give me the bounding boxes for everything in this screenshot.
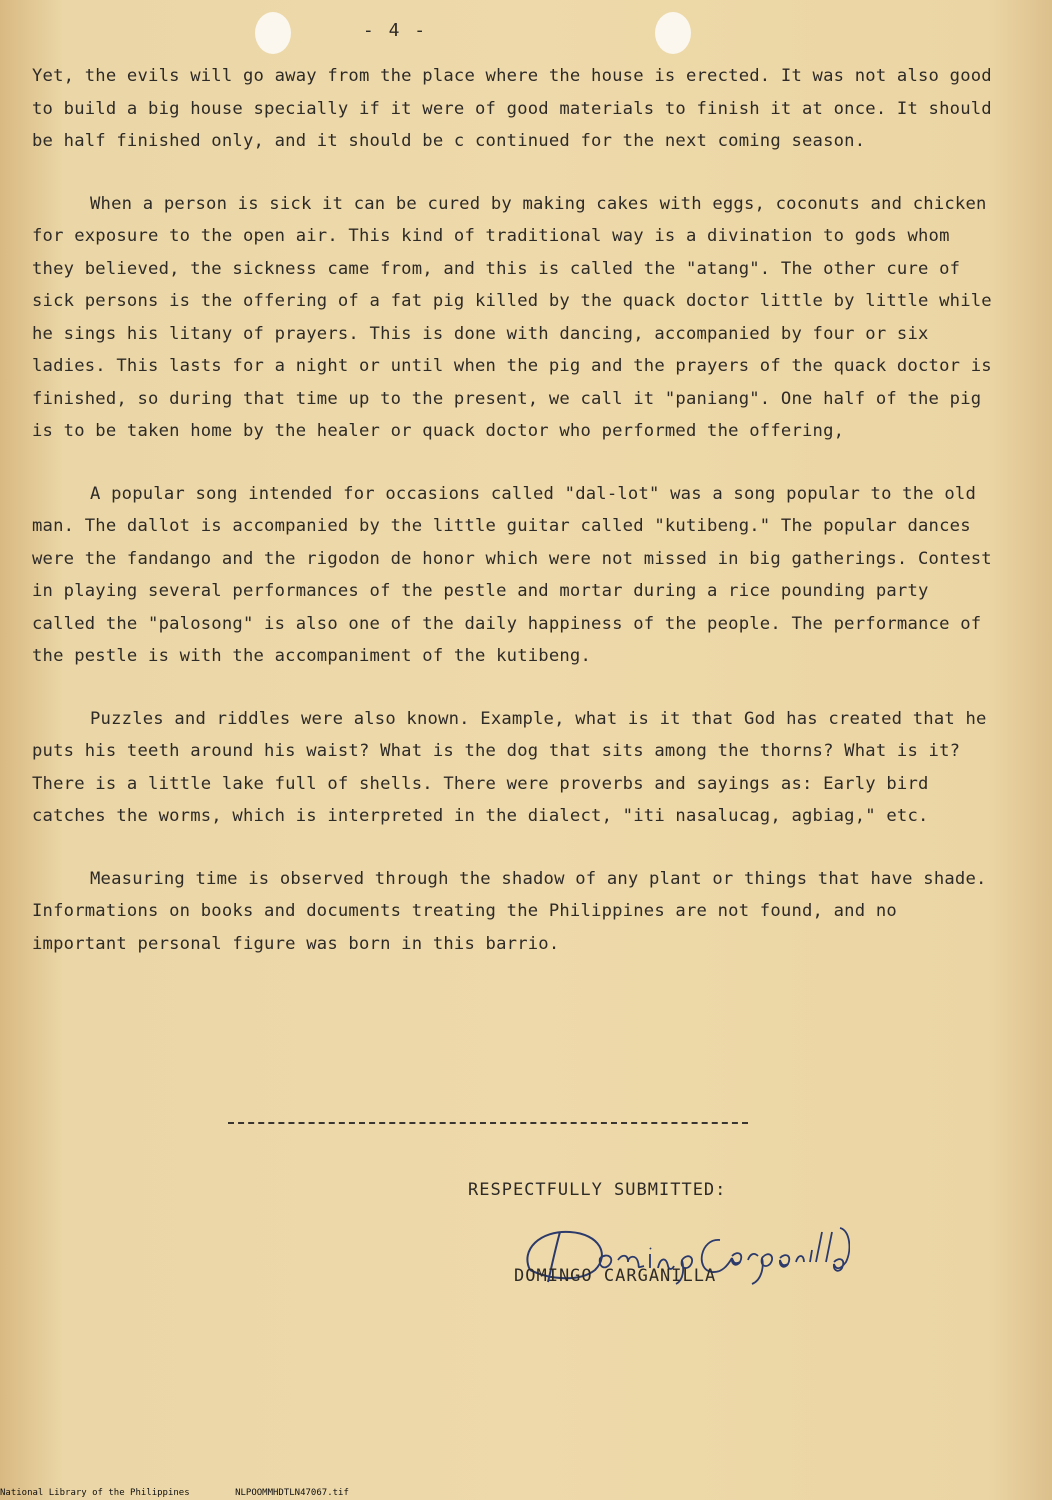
paragraph-1: Yet, the evils will go away from the place where the house is erected. It was not also good to build a big house specially if it were of good materials to finish it at once. It should be half finished only, and it should be c continued for the next coming season. — [32, 66, 992, 151]
dashed-separator — [228, 1122, 748, 1124]
paragraph-2: When a person is sick it can be cured by making cakes with eggs, coconuts and chicken for exposure to the open air. This kind of traditional way is a divination to gods whom they believed, the sickness came from, and this is called the "atang". The other cure of sick persons is the offering of a fat pig killed by the quack doctor little by little while he sings his litany of prayers. This is done with dancing, accompanied by four or six ladies. This lasts for a night or until when the pig and the prayers of the quack doctor is finished, so during that time up to the present, we call it "paniang". One half of the pig is to be taken home by the healer or quack doctor who performed the offering, — [32, 193, 992, 441]
page-number: - 4 - — [362, 20, 428, 41]
punch-hole-right — [655, 12, 691, 54]
paragraph-4: Puzzles and riddles were also known. Example, what is it that God has created that he puts his teeth around his waist? What is the dog that sits among the thorns? What is it? There is a little lake full of shells. There were proverbs and sayings as: Early bird catches the worms, which is interpreted in the dialect, "iti nasalucag, agbiag," etc. — [32, 708, 987, 826]
closing-salutation: RESPECTFULLY SUBMITTED: — [468, 1180, 727, 1200]
punch-hole-left — [255, 12, 291, 54]
paragraph-5: Measuring time is observed through the shadow of any plant or things that have shade. Informations on books and documents treating the Philippines are not found, and no important personal figure was born in this barrio. — [32, 868, 987, 954]
footer-institution: National Library of the Philippines — [0, 1488, 190, 1498]
archive-footer — [0, 1488, 389, 1498]
handwritten-signature — [500, 1210, 850, 1300]
footer-filename: NLPOOMMHDTLN47067.tif — [235, 1488, 349, 1498]
document-body — [32, 60, 992, 990]
paragraph-3: A popular song intended for occasions called "dal-lot" was a song popular to the old man. The dallot is accompanied by the little guitar called "kutibeng." The popular dances were the fandango and the rigodon de honor which were not missed in big gatherings. Contest in playing several performances of the pestle and mortar during a rice pounding party called the "palosong" is also one of the daily happiness of the people. The performance of the pestle is with the accompaniment of the kutibeng. — [32, 483, 992, 666]
typed-name: DOMINGO CARGANILLA — [514, 1266, 717, 1286]
